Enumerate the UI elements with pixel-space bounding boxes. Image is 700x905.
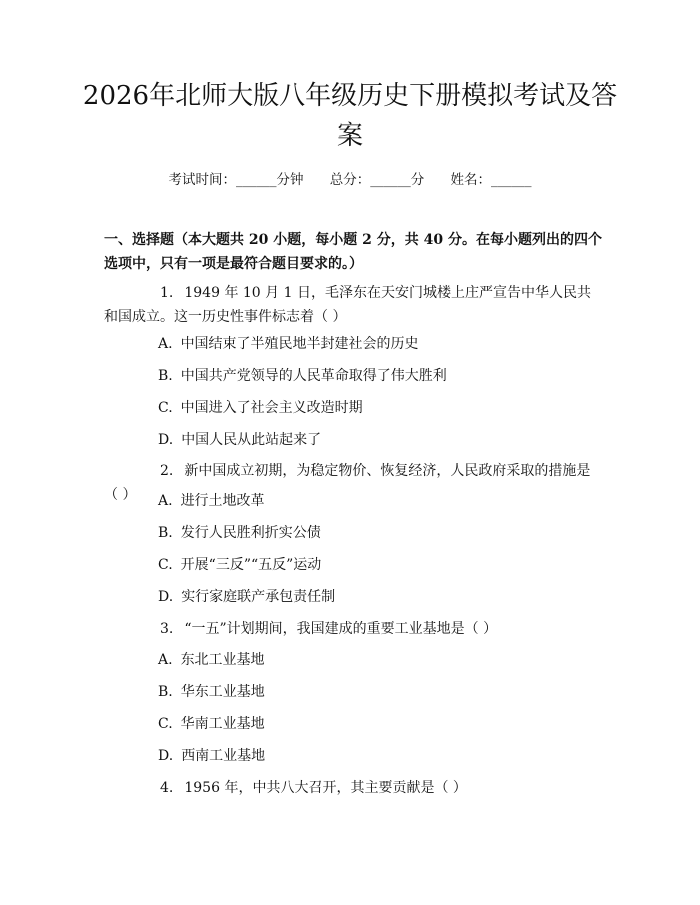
option-1a [158,334,419,354]
exam-time-field: 考试时间：______分钟 [168,172,304,188]
option-2b [158,523,321,543]
option-text: 发行人民胜利折实公债 [180,525,321,541]
option-2a [158,491,265,511]
option-letter: C. [158,400,173,416]
option-letter: A. [158,336,173,352]
question-number: 2. [160,463,174,479]
option-1c [158,398,363,418]
option-text: 华南工业基地 [180,716,265,732]
option-text: 中国共产党领导的人民革命取得了伟大胜利 [180,368,447,384]
option-letter: A. [158,493,173,509]
option-text: 实行家庭联产承包责任制 [181,589,336,605]
question-text: “一五”计划期间，我国建成的重要工业基地是（ ） [184,621,498,637]
option-text: 开展“三反”“五反”运动 [180,557,322,573]
student-name-field: 姓名：______ [450,172,532,188]
question-number: 3. [160,621,174,637]
option-1b [158,366,447,386]
option-text: 西南工业基地 [181,748,266,764]
total-score-field: 总分：______分 [329,172,425,188]
option-letter: C. [158,716,173,732]
option-letter: D. [158,589,174,605]
option-3d [158,746,265,766]
question-number: 4. [160,780,174,796]
option-letter: A. [158,652,173,668]
section-header: 一、选择题（本大题共 20 小题，每小题 2 分，共 40 分。在每小题列出的四个选项中，只有一项是最符合题目要求的。） [104,232,602,272]
option-letter: B. [158,525,173,541]
exam-info [0,170,700,190]
option-text: 进行土地改革 [180,493,265,509]
option-text: 中国结束了半殖民地半封建社会的历史 [180,336,419,352]
option-3a [158,650,265,670]
question-text: 1956 年，中共八大召开，其主要贡献是（ ） [184,780,467,796]
option-text: 东北工业基地 [180,652,265,668]
option-text: 中国人民从此站起来了 [181,432,322,448]
option-letter: D. [158,432,174,448]
question-text: 1949 年 10 月 1 日，毛泽东在天安门城楼上庄严宣告中华人民共和国成立。这一历史性事件标志着（ ） [104,285,591,325]
option-letter: B. [158,684,173,700]
option-1d [158,430,321,450]
question-text: 新中国成立初期，为稳定物价、恢复经济，人民政府采取的措施是（ ） [104,463,591,503]
option-2c [158,555,321,575]
option-letter: C. [158,557,173,573]
page-title: 2026年北师大版八年级历史下册模拟考试及答案 [82,81,618,151]
option-3b [158,682,265,702]
question-4 [104,776,596,800]
option-2d [158,587,335,607]
option-letter: D. [158,748,174,764]
option-letter: B. [158,368,173,384]
question-3 [104,617,596,641]
option-text: 中国进入了社会主义改造时期 [180,400,363,416]
question-1 [104,281,596,329]
option-3c [158,714,265,734]
question-number: 1. [160,285,174,301]
option-text: 华东工业基地 [180,684,265,700]
